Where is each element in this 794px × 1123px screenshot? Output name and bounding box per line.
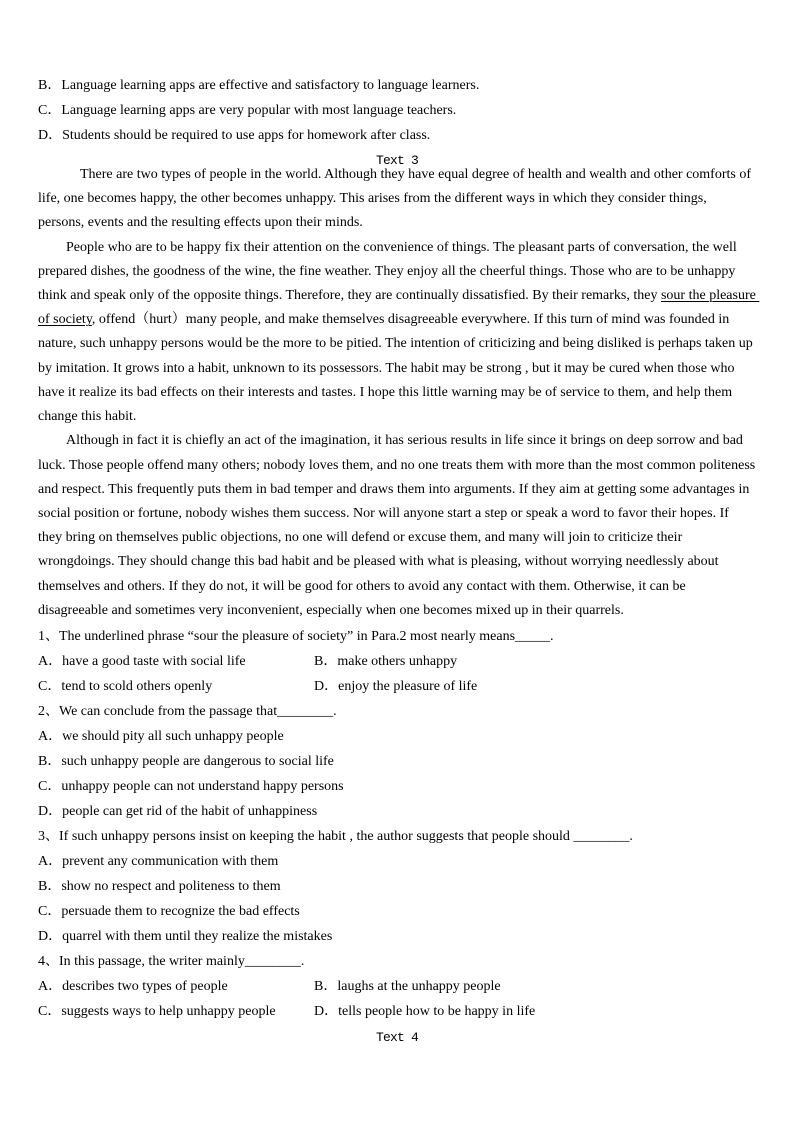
- paragraph-1: [38, 163, 758, 236]
- passage-line: prepared dishes, the goodness of the wine, the fine weather. They enjoy all the cheerful things. Those who are to be unhappy: [38, 263, 736, 279]
- question-4-stem: 4、In this passage, the writer mainly________.: [38, 954, 305, 970]
- passage-line-text: , offend（hurt）many people, and make themselves disagreeable everywhere. If this turn of mind was founded in: [91, 312, 730, 328]
- option-b: B．make others unhappy: [314, 653, 458, 669]
- passage-line-text: think and speak only of the opposite things. Therefore, they are continually dissatisfied. By their remarks, they: [38, 287, 661, 303]
- passage-line: social position or fortune, nobody wishes them success. Nor will anyone start a step or speak a word to favor their hopes. If: [38, 505, 729, 521]
- question-1-stem: 1、The underlined phrase “sour the pleasure of society” in Para.2 most nearly means_____.: [38, 628, 554, 644]
- option-b: B．laughs at the unhappy people: [314, 979, 501, 995]
- option-c: C．persuade them to recognize the bad effects: [38, 904, 300, 920]
- passage-line: Although in fact it is chiefly an act of the imagination, it has serious results in life since it brings on deep sorrow and bad: [66, 433, 743, 449]
- option-b: B．Language learning apps are effective and satisfactory to language learners.: [38, 77, 480, 93]
- options-row: [38, 674, 758, 699]
- option-b: B．show no respect and politeness to them: [38, 878, 281, 894]
- question-2-stem: 2、We can conclude from the passage that________.: [38, 703, 337, 719]
- option-c: C．Language learning apps are very popular with most language teachers.: [38, 102, 457, 118]
- text-4-title: Text 4: [375, 1029, 418, 1045]
- option-d: D．enjoy the pleasure of life: [314, 678, 478, 694]
- option-d: D．Students should be required to use apps for homework after class.: [38, 127, 431, 143]
- passage-line: [38, 308, 758, 332]
- passage-line: they bring on themselves public objections, no one will defend or excuse them, and many will join to criticize their: [38, 530, 683, 546]
- option-d: D．quarrel with them until they realize the mistakes: [38, 929, 333, 945]
- question-3: [38, 824, 758, 949]
- question-3-stem: 3、If such unhappy persons insist on keeping the habit , the author suggests that people should ________.: [38, 828, 633, 844]
- passage-line: People who are to be happy fix their attention on the convenience of things. The pleasant parts of conversation, the well: [66, 239, 737, 255]
- options-row: [38, 999, 758, 1024]
- passage-line: [38, 284, 758, 308]
- question-1: [38, 624, 758, 699]
- passage-line: persons, events and the resulting effects upon their minds.: [38, 215, 363, 231]
- passage-line: There are two types of people in the world. Although they have equal degree of health and wealth and other comforts of: [80, 166, 751, 182]
- passage-line: disagreeable and sometimes very inconvenient, especially when one becomes mixed up in their quarrels.: [38, 602, 624, 618]
- option-c: C．unhappy people can not understand happy persons: [38, 778, 344, 794]
- option-c: C．suggests ways to help unhappy people: [38, 1004, 276, 1020]
- passage-line: by imitation. It grows into a habit, unknown to its possessors. The habit may be strong , but it may be cured when those who: [38, 360, 735, 376]
- option-a: A．describes two types of people: [38, 979, 228, 995]
- underlined-phrase: of society: [38, 312, 92, 328]
- option-d: D．people can get rid of the habit of unhappiness: [38, 803, 318, 819]
- previous-question-options: [38, 73, 758, 148]
- options-row: [38, 974, 758, 999]
- text-3-questions: [38, 624, 758, 1025]
- passage-line: nature, such unhappy persons would be the more to be pitied. The intention of criticizing and being disliked is perhaps taken up: [38, 336, 753, 352]
- option-a: A．we should pity all such unhappy people: [38, 728, 284, 744]
- question-2: [38, 699, 758, 824]
- passage-line: change this habit.: [38, 409, 137, 425]
- text-3-title: Text 3: [375, 152, 418, 168]
- passage-line: luck. Those people offend many others; nobody loves them, and no one treats them with more than the most common politeness: [38, 457, 756, 473]
- option-c: C．tend to scold others openly: [38, 678, 213, 694]
- option-a: A．have a good taste with social life: [38, 653, 246, 669]
- paragraph-3: [38, 429, 758, 623]
- passage-line: have it realize its bad effects on their interests and tastes. I hope this little warning may be of service to them, and help them: [38, 384, 733, 400]
- passage-line: themselves and others. If they do not, it will be good for others to avoid any contact with them. Otherwise, it can be: [38, 578, 686, 594]
- paragraph-2: [38, 236, 758, 430]
- option-a: A．prevent any communication with them: [38, 853, 279, 869]
- text-3-passage: [38, 163, 758, 623]
- passage-line: life, one becomes happy, the other becomes unhappy. This arises from the different ways in which they consider things,: [38, 191, 707, 207]
- option-d: D．tells people how to be happy in life: [314, 1004, 536, 1020]
- option-b: B．such unhappy people are dangerous to social life: [38, 753, 334, 769]
- underlined-phrase: sour the pleasure: [660, 287, 760, 303]
- options-row: [38, 649, 758, 674]
- question-4: [38, 949, 758, 1024]
- passage-line: and respect. This frequently puts them in bad temper and draws them into arguments. If they aim at getting some advantages in: [38, 481, 750, 497]
- passage-line: wrongdoings. They should change this bad habit and be pleased with what is pleasing, without worrying needlessly about: [38, 554, 719, 570]
